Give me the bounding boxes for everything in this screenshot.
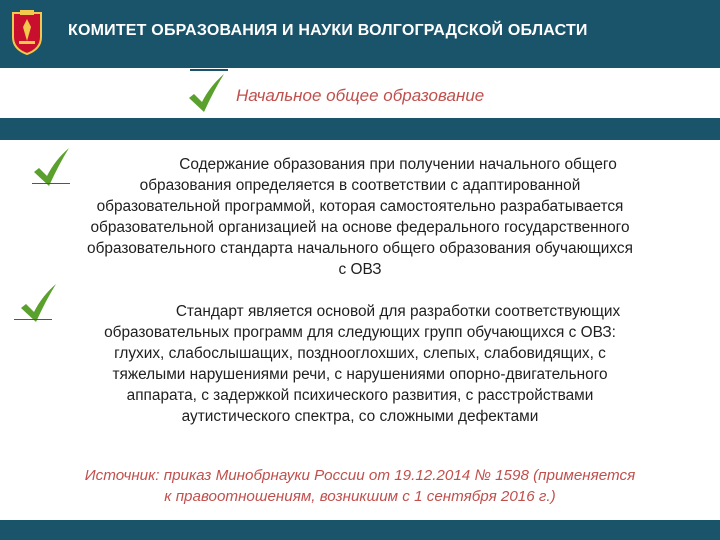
divider-band: [0, 118, 720, 140]
section-title: Начальное общее образование: [236, 86, 485, 105]
divider: [190, 69, 228, 71]
paragraph-line: Стандарт является основой для разработки соответствующих: [175, 303, 621, 320]
paragraph-line: образования определяется в соответствии с адаптированной: [139, 177, 581, 194]
coat-of-arms-icon: [10, 9, 44, 55]
header-bar: [0, 0, 720, 68]
paragraph-line: образовательного стандарта начального общего образования обучающихся: [87, 240, 633, 257]
source-text: к правоотношениям, возникшим с 1 сентября 2016 г.): [164, 488, 556, 505]
footer-bar: [0, 520, 720, 540]
paragraph-line: глухих, слабослышащих, позднооглохших, слепых, слабовидящих, с: [114, 345, 606, 362]
paragraph-content: [6, 154, 714, 280]
paragraph-line: с ОВЗ: [338, 261, 382, 278]
paragraph-line: образовательной программой, которая самостоятельно разрабатывается: [96, 198, 624, 215]
paragraph-standard: [6, 301, 714, 427]
header-title: КОМИТЕТ ОБРАЗОВАНИЯ И НАУКИ ВОЛГОГРАДСКОЙ ОБЛАСТИ: [68, 22, 588, 39]
paragraph-line: аутистического спектра, со сложными дефектами: [181, 408, 539, 425]
paragraph-line: тяжелыми нарушениями речи, с нарушениями опорно-двигательного: [112, 366, 608, 383]
paragraph-line: аппарата, с задержкой психического развития, с расстройствами: [126, 387, 594, 404]
source-label: Источник:: [84, 467, 160, 484]
paragraph-line: Содержание образования при получении начального общего: [179, 156, 617, 173]
checkmark-icon: [186, 72, 226, 114]
source-text: приказ Минобрнауки России от 19.12.2014 № 1598 (применяется: [159, 467, 636, 484]
source-note: [0, 465, 720, 507]
paragraph-line: образовательной организацией на основе федерального государственного: [90, 219, 630, 236]
paragraph-line: образовательных программ для следующих групп обучающихся с ОВЗ:: [104, 324, 616, 341]
